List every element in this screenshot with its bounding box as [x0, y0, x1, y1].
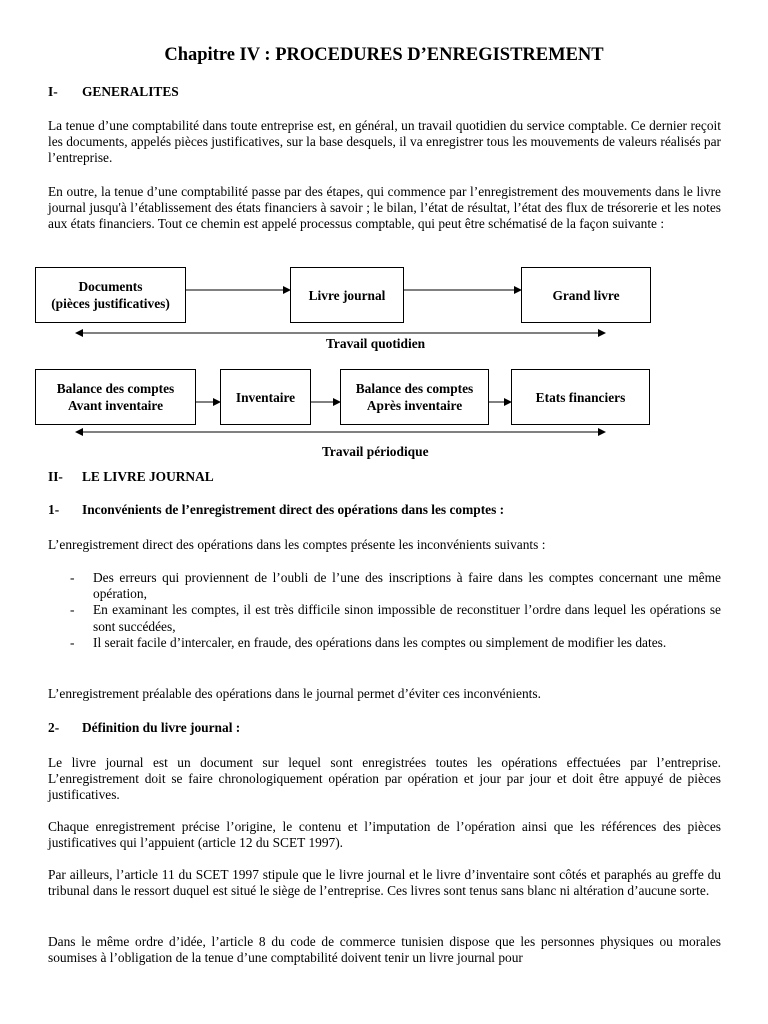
box-label: Avant inventaire	[67, 398, 164, 413]
section-label: LE LIVRE JOURNAL	[82, 469, 214, 484]
subsection-label: Inconvénients de l’enregistrement direct des opérations dans les comptes :	[82, 502, 505, 517]
section-label: GENERALITES	[82, 84, 179, 99]
section-heading-generalites	[48, 84, 179, 100]
bullet-list	[70, 570, 721, 651]
box-label: Grand livre	[552, 287, 620, 303]
box-balance-apres	[340, 369, 489, 425]
paragraph: Le livre journal est un document sur lequel sont enregistrées toutes les opérations effectuées par l’entreprise. L’enregistrement doit se faire chronologiquement opération par opération et jour par jour et doit être appuyé de pièces justificatives.	[48, 755, 721, 803]
box-label: Après inventaire	[366, 398, 463, 413]
caption-travail-periodique: Travail périodique	[322, 444, 429, 459]
box-label: (pièces justificatives)	[51, 296, 170, 311]
subsection-number: 2-	[48, 720, 60, 735]
paragraph: Dans le même ordre d’idée, l’article 8 du code de commerce tunisien dispose que les personnes physiques ou morales soumises à l’obligation de la tenue d’une comptabilité doivent tenir un livre journal pour	[48, 934, 721, 966]
list-item	[70, 602, 721, 634]
subsection-label: Définition du livre journal :	[82, 720, 241, 735]
list-item-text: En examinant les comptes, il est très difficile sinon impossible de reconstituer l’ordre dans lequel les opérations se sont succédées,	[93, 602, 721, 634]
list-item	[70, 570, 721, 602]
box-balance-avant	[35, 369, 196, 425]
list-item-text: Il serait facile d’intercaler, en fraude, des opérations dans les comptes ou simplement de modifier les dates.	[93, 634, 667, 650]
box-label: Inventaire	[235, 389, 296, 405]
paragraph: L’enregistrement préalable des opérations dans le journal permet d’éviter ces inconvénients.	[48, 686, 541, 701]
section-number: I-	[48, 84, 58, 99]
subsection-heading-inconvenients	[48, 502, 504, 518]
paragraph: Par ailleurs, l’article 11 du SCET 1997 stipule que le livre journal et le livre d’inventaire sont côtés et paraphés au greffe du tribunal dans le ressort duquel est situé le siège de l’entreprise. Ces livres sont tenus sans blanc ni altération d’aucune sorte.	[48, 867, 721, 899]
subsection-heading-definition	[48, 720, 240, 736]
box-label: Balance des comptes	[355, 381, 474, 396]
paragraph: La tenue d’une comptabilité dans toute entreprise est, en général, un travail quotidien du service comptable. Ce dernier reçoit les documents, appelés pièces justificatives, sur la base desquels, il va enregistrer tous les mouvements de valeurs réalisés par l’entreprise.	[48, 118, 721, 166]
paragraph: En outre, la tenue d’une comptabilité passe par des étapes, qui commence par l’enregistrement des mouvements dans le livre journal jusqu'à l’établissement des états financiers à savoir ; le bilan, l’état de résultat, l’état des flux de trésorerie et les notes aux états financiers. Tout ce chemin est appelé processus comptable, qui peut être schématisé de la façon suivante :	[48, 184, 721, 232]
section-number: II-	[48, 469, 63, 484]
box-inventaire	[220, 369, 311, 425]
bullet-dash: -	[70, 570, 75, 585]
bullet-dash: -	[70, 602, 75, 618]
box-etats-financiers	[511, 369, 650, 425]
box-label: Documents	[78, 279, 143, 294]
list-item-text: Des erreurs qui proviennent de l’oubli de l’une des inscriptions à faire dans les comptes concernant une même opération,	[93, 570, 721, 602]
box-livre-journal	[290, 267, 404, 323]
subsection-number: 1-	[48, 502, 60, 517]
page-title: Chapitre IV : PROCEDURES D’ENREGISTREMENT	[164, 45, 604, 65]
bullet-dash: -	[70, 634, 75, 650]
caption-travail-quotidien: Travail quotidien	[326, 336, 426, 351]
box-grand-livre	[521, 267, 651, 323]
paragraph: L’enregistrement direct des opérations dans les comptes présente les inconvénients suivants :	[48, 537, 546, 552]
paragraph: Chaque enregistrement précise l’origine, le contenu et l’imputation de l’opération ainsi que les références des pièces justificatives qui l’appuient (article 12 du SCET 1997).	[48, 819, 721, 851]
list-item	[70, 635, 721, 651]
box-documents	[35, 267, 186, 323]
section-heading-livre-journal	[48, 469, 214, 485]
box-label: Livre journal	[308, 287, 386, 303]
box-label: Etats financiers	[535, 389, 626, 405]
box-label: Balance des comptes	[56, 381, 175, 396]
